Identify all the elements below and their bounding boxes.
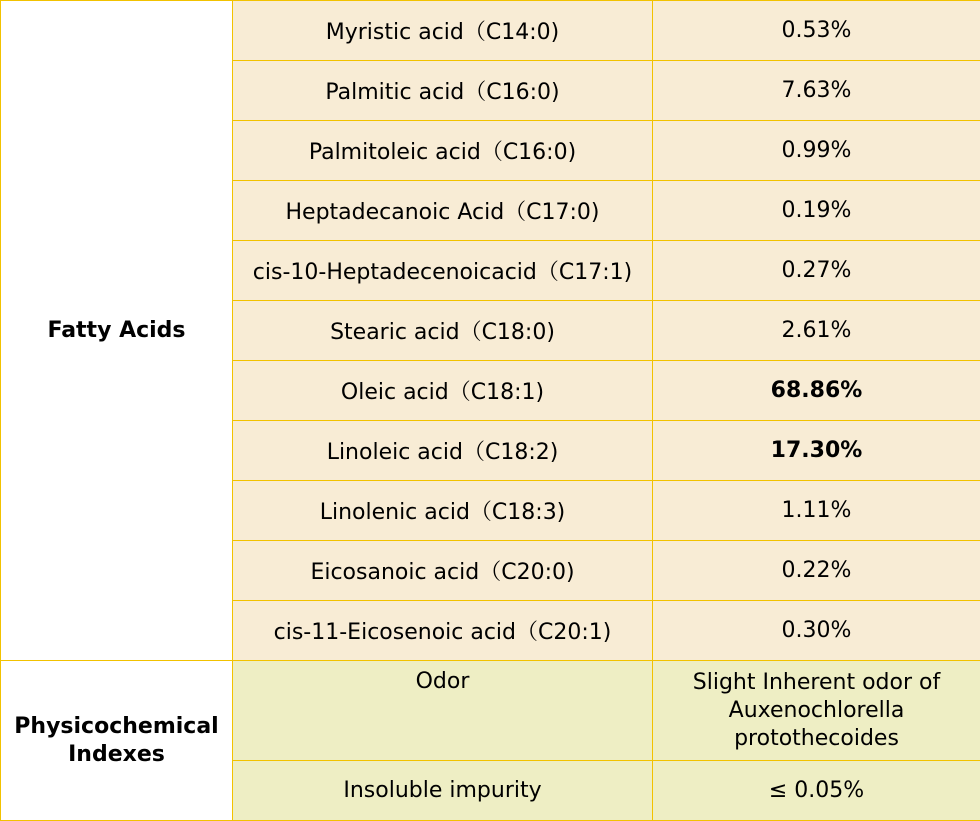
table-row [1, 661, 980, 761]
physicochemical-label-line: Physicochemical [7, 713, 226, 741]
fatty-acid-name: Linolenic acid（C18:3) [233, 481, 653, 541]
fatty-acid-value: 0.27% [653, 241, 980, 301]
fatty-acid-name: cis-10-Heptadecenoicacid（C17:1) [233, 241, 653, 301]
insoluble-impurity-value: ≤ 0.05% [653, 761, 980, 821]
physicochemical-group-label [1, 661, 233, 821]
fatty-acid-name: Linoleic acid（C18:2) [233, 421, 653, 481]
fatty-acid-value: 7.63% [653, 61, 980, 121]
fatty-acid-name: Heptadecanoic Acid（C17:0) [233, 181, 653, 241]
odor-value-line: Slight Inherent odor of [659, 669, 974, 697]
physicochemical-label-line: Indexes [7, 741, 226, 769]
fatty-acid-value: 17.30% [653, 421, 980, 481]
odor-value [653, 661, 980, 761]
odor-value-line: protothecoides [659, 725, 974, 753]
fatty-acid-value: 0.53% [653, 1, 980, 61]
fatty-acid-value: 0.22% [653, 541, 980, 601]
fatty-acid-value: 0.30% [653, 601, 980, 661]
odor-value-line: Auxenochlorella [659, 697, 974, 725]
table-row [1, 1, 980, 61]
fatty-acid-value: 68.86% [653, 361, 980, 421]
insoluble-impurity-name: Insoluble impurity [233, 761, 653, 821]
fatty-acid-value: 1.11% [653, 481, 980, 541]
fatty-acid-value: 0.19% [653, 181, 980, 241]
fatty-acid-name: Palmitoleic acid（C16:0) [233, 121, 653, 181]
odor-name: Odor [233, 661, 653, 761]
fatty-acid-name: cis-11-Eicosenoic acid（C20:1) [233, 601, 653, 661]
fatty-acid-name: Palmitic acid（C16:0) [233, 61, 653, 121]
fatty-acid-value: 2.61% [653, 301, 980, 361]
fatty-acids-group-label: Fatty Acids [1, 1, 233, 661]
fatty-acid-value: 0.99% [653, 121, 980, 181]
fatty-acid-name: Oleic acid（C18:1) [233, 361, 653, 421]
fatty-acid-name: Eicosanoic acid（C20:0) [233, 541, 653, 601]
fatty-acid-name: Stearic acid（C18:0) [233, 301, 653, 361]
fatty-acid-name: Myristic acid（C14:0) [233, 1, 653, 61]
